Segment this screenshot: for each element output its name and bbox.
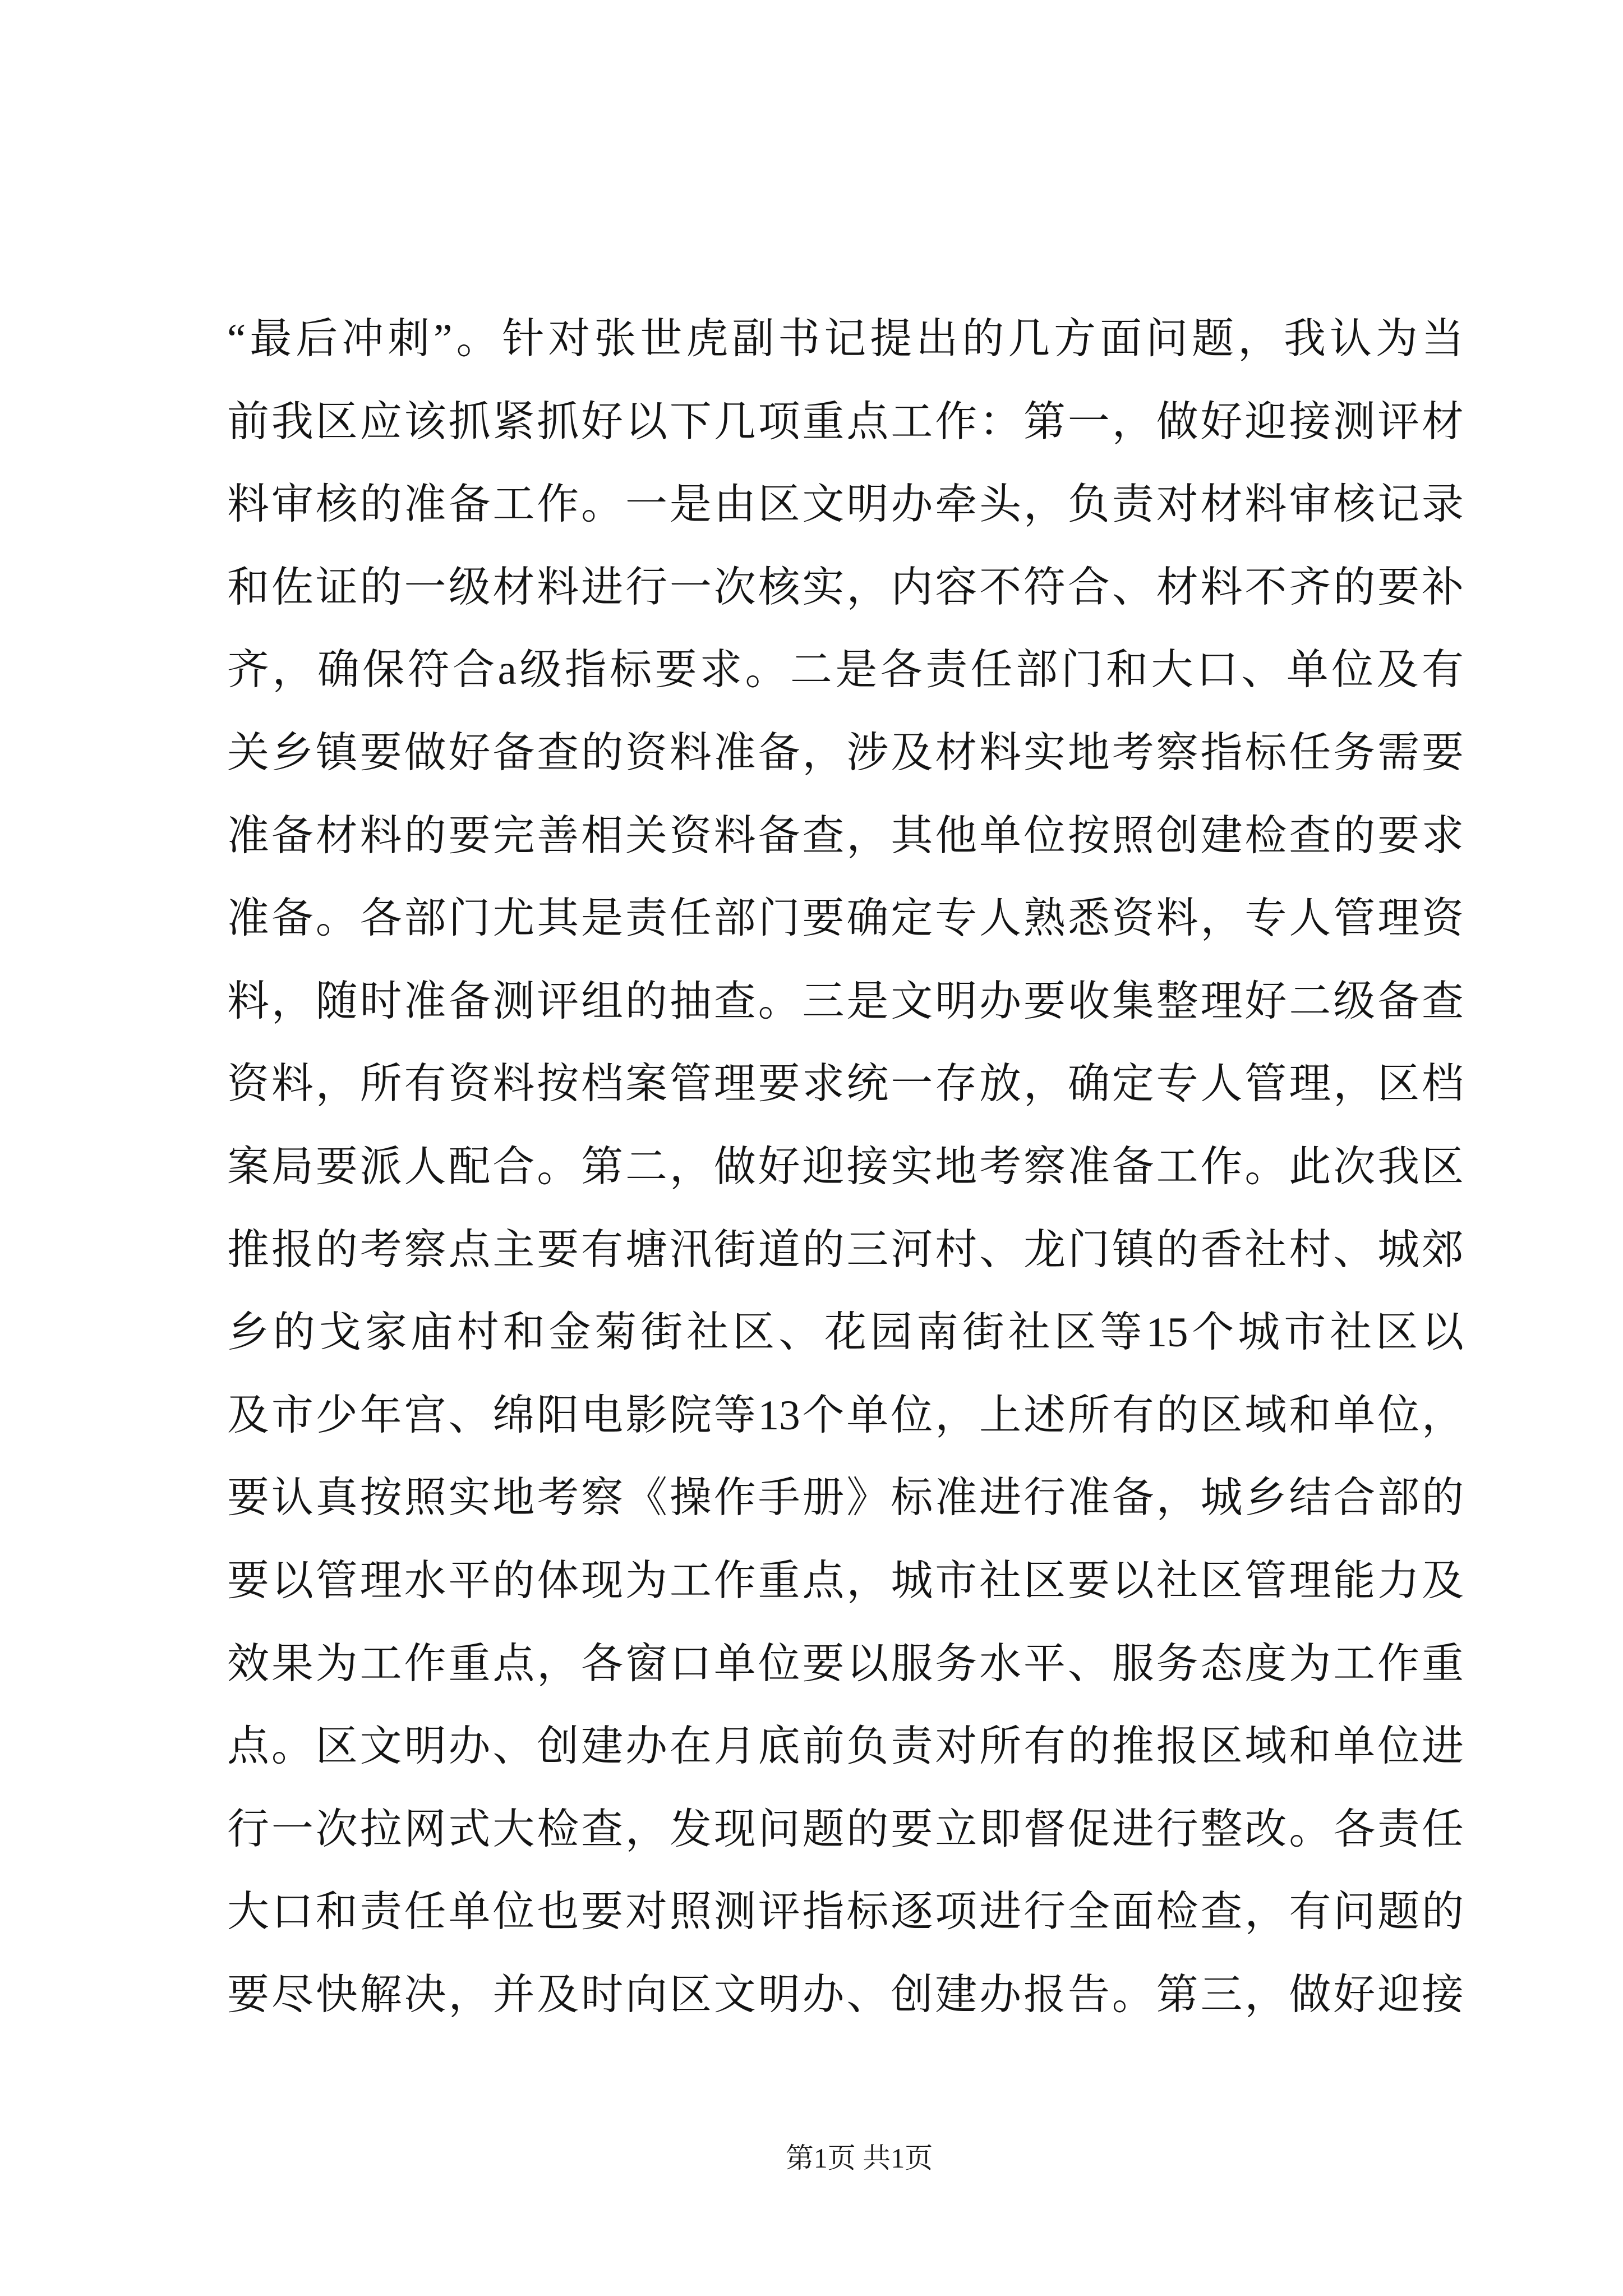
text-line: 效果为工作重点，各窗口单位要以服务水平、服务态度为工作重 [227, 1640, 1464, 1687]
text-line: 料审核的准备工作。一是由区文明办牵头，负责对材料审核记录 [227, 481, 1464, 528]
text-line: 案局要派人配合。第二，做好迎接实地考察准备工作。此次我区 [227, 1143, 1464, 1190]
text-line: 料，随时准备测评组的抽查。三是文明办要收集整理好二级备查 [227, 978, 1464, 1025]
text-line: 要尽快解决，并及时向区文明办、创建办报告。第三，做好迎接 [227, 1971, 1464, 2018]
text-line: 要认真按照实地考察《操作手册》标准进行准备，城乡结合部的 [227, 1475, 1464, 1522]
text-line: 准备材料的要完善相关资料备查，其他单位按照创建检查的要求 [227, 812, 1464, 859]
text-line: 乡的戈家庙村和金菊街社区、花园南街社区等15个城市社区以 [227, 1309, 1464, 1356]
text-line: 前我区应该抓紧抓好以下几项重点工作：第一，做好迎接测评材 [227, 398, 1464, 445]
body-text [227, 298, 1464, 2036]
text-line: 行一次拉网式大检查，发现问题的要立即督促进行整改。各责任 [227, 1806, 1464, 1853]
text-line: “最后冲刺”。针对张世虎副书记提出的几方面问题，我认为当 [227, 316, 1464, 362]
text-line: 准备。各部门尤其是责任部门要确定专人熟悉资料，专人管理资 [227, 895, 1464, 942]
text-line: 及市少年宫、绵阳电影院等13个单位，上述所有的区域和单位， [227, 1392, 1464, 1439]
text-line: 点。区文明办、创建办在月底前负责对所有的推报区域和单位进 [227, 1723, 1464, 1770]
text-line: 关乡镇要做好备查的资料准备，涉及材料实地考察指标任务需要 [227, 729, 1464, 776]
text-line: 推报的考察点主要有塘汛街道的三河村、龙门镇的香社村、城郊 [227, 1226, 1464, 1273]
text-line: 资料，所有资料按档案管理要求统一存放，确定专人管理，区档 [227, 1061, 1464, 1108]
text-line: 要以管理水平的体现为工作重点，城市社区要以社区管理能力及 [227, 1557, 1464, 1604]
text-line: 大口和责任单位也要对照测评指标逐项进行全面检查，有问题的 [227, 1889, 1464, 1936]
text-line: 齐，确保符合a级指标要求。二是各责任部门和大口、单位及有 [227, 647, 1464, 694]
page-number-footer: 第1页 共1页 [785, 2142, 933, 2174]
text-line: 和佐证的一级材料进行一次核实，内容不符合、材料不齐的要补 [227, 564, 1464, 611]
